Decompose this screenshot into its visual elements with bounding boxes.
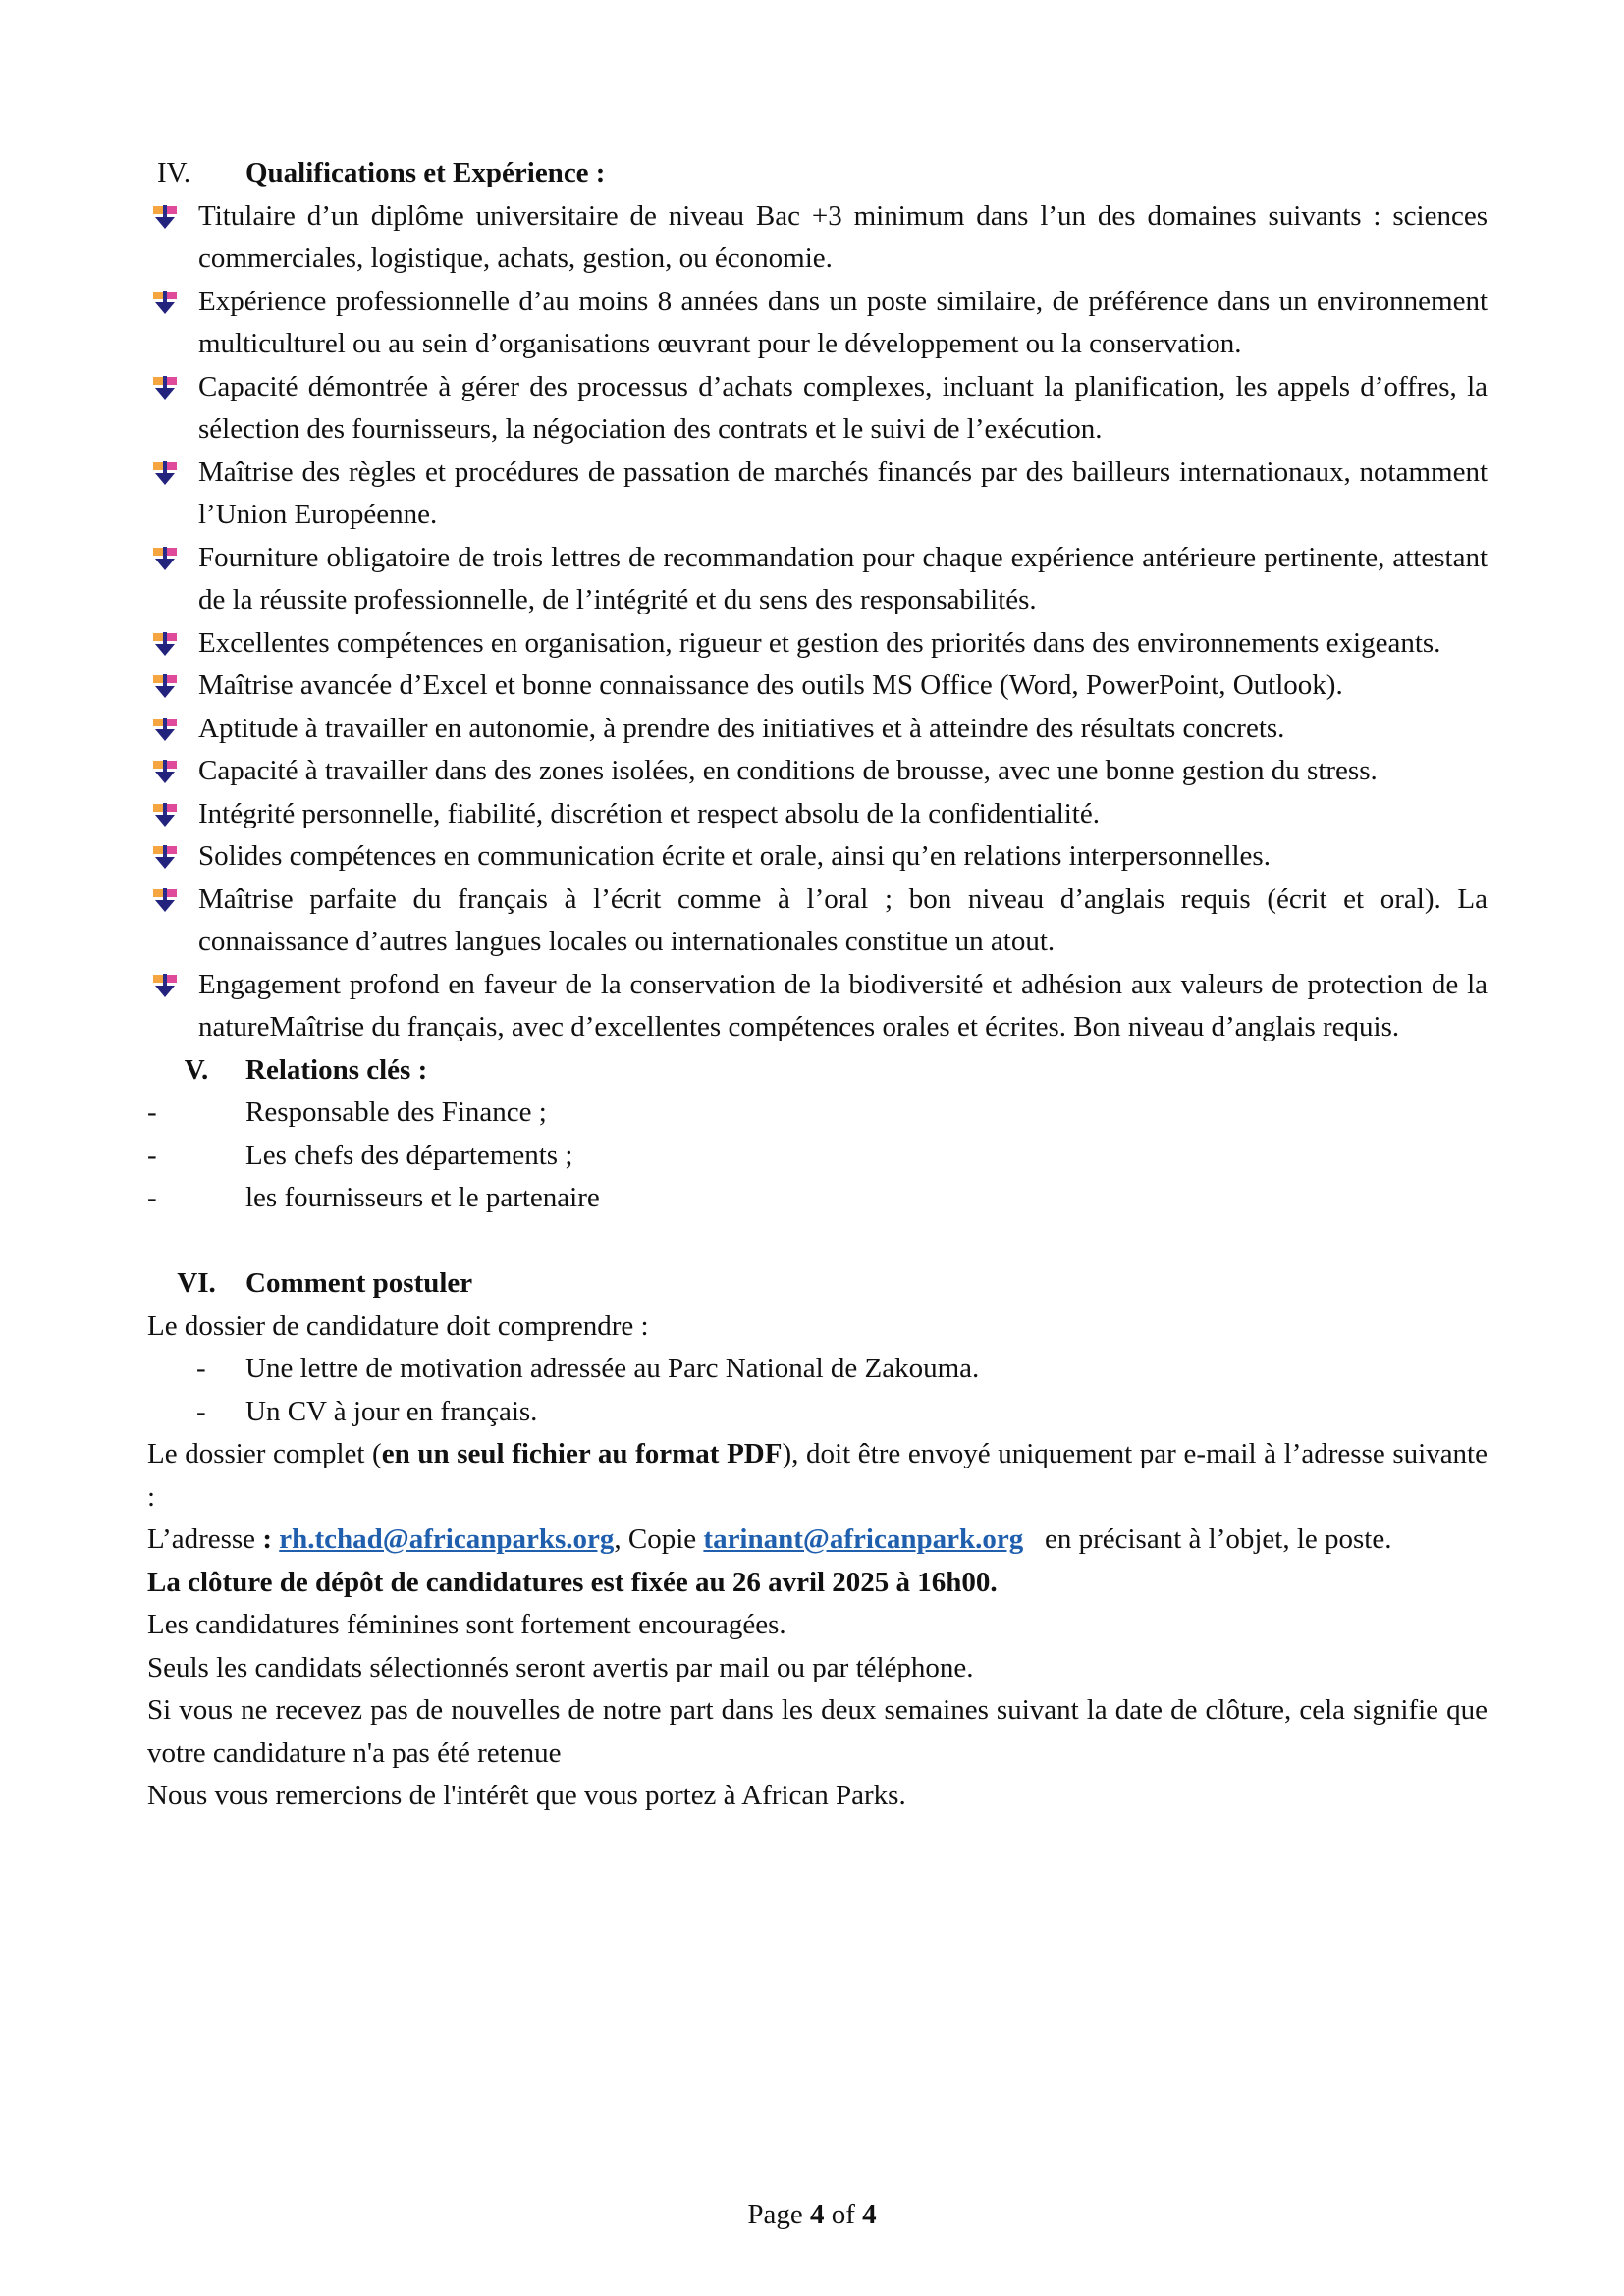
address-label: L’adresse xyxy=(147,1523,263,1555)
page-content xyxy=(147,152,1488,1818)
complete-bold: en un seul fichier au format PDF xyxy=(381,1438,783,1469)
qualification-item xyxy=(147,750,1488,793)
footer-total-pages: 4 xyxy=(862,2199,877,2230)
bullet xyxy=(147,793,198,836)
qualification-item xyxy=(147,665,1488,708)
arrow-down-icon xyxy=(152,375,178,400)
bullet xyxy=(147,195,198,281)
section-6-title: Comment postuler xyxy=(245,1267,473,1299)
bullet xyxy=(147,835,198,879)
qualification-text: Capacité à travailler dans des zones isolées, en conditions de brousse, avec une bonne gestion du stress. xyxy=(198,755,1378,786)
women-encouraged-text: Les candidatures féminines sont fortement encouragées. xyxy=(147,1609,786,1640)
arrow-down-icon xyxy=(152,631,178,657)
relation-item xyxy=(147,1092,1488,1135)
section-6-number: VI. xyxy=(177,1267,216,1299)
qualification-text: Excellentes compétences en organisation, rigueur et gestion des priorités dans des environnements exigeants. xyxy=(198,626,1441,659)
address-suffix: en précisant à l’objet, le poste. xyxy=(1023,1523,1392,1555)
qualification-text: Capacité démontrée à gérer des processus d’achats complexes, incluant la planification, les appels d’offres, la sélection des fournisseurs, la négociation des contrats et le suivi de l’exécution. xyxy=(198,370,1488,445)
application-item-text: Une lettre de motivation adressée au Parc National de Zakouma. xyxy=(245,1353,980,1384)
bullet xyxy=(147,622,198,666)
section-4-heading xyxy=(147,152,1488,195)
arrow-down-icon xyxy=(152,717,178,742)
qualification-item xyxy=(147,835,1488,879)
complete-file-paragraph xyxy=(147,1433,1488,1519)
address-colon: : xyxy=(262,1523,272,1555)
application-item xyxy=(147,1348,1488,1391)
qualification-item xyxy=(147,195,1488,281)
arrow-down-icon xyxy=(152,973,178,998)
qualification-item xyxy=(147,537,1488,622)
qualification-item xyxy=(147,879,1488,964)
section-5-number: V. xyxy=(184,1053,209,1086)
relation-item xyxy=(147,1135,1488,1178)
application-items-list xyxy=(147,1348,1488,1433)
arrow-down-icon xyxy=(152,887,178,913)
section-4-number: IV. xyxy=(157,157,191,188)
bullet xyxy=(147,366,198,452)
footer-current-page: 4 xyxy=(809,2199,825,2230)
email-link-copy[interactable]: tarinant@africanpark.org xyxy=(703,1523,1024,1555)
application-item xyxy=(147,1391,1488,1434)
footer-of-word: of xyxy=(824,2199,863,2230)
arrow-down-icon xyxy=(152,546,178,571)
qualification-item xyxy=(147,622,1488,666)
dash-marker: - xyxy=(147,1096,157,1128)
spacer xyxy=(147,1220,1488,1263)
email-link-rh[interactable]: rh.tchad@africanparks.org xyxy=(279,1523,615,1555)
arrow-down-icon xyxy=(152,460,178,486)
qualification-text: Fourniture obligatoire de trois lettres de recommandation pour chaque expérience antérieure pertinente, attestant de la réussite professionnelle, de l’intégrité et du sens des responsabilités. xyxy=(198,541,1488,615)
qualification-item xyxy=(147,452,1488,537)
dash-marker: - xyxy=(147,1182,157,1213)
page-footer xyxy=(0,2199,1624,2231)
qualification-text: Maîtrise parfaite du français à l’écrit comme à l’oral ; bon niveau d’anglais requis (écrit et oral). La connaissance d’autres langues locales ou internationales constitue un atout. xyxy=(198,882,1488,957)
application-item-text: Un CV à jour en français. xyxy=(245,1395,538,1427)
dash-marker: - xyxy=(196,1395,206,1427)
relation-item xyxy=(147,1177,1488,1220)
no-news-text: Si vous ne recevez pas de nouvelles de notre part dans les deux semaines suivant la date de clôture, cela signifie que votre candidature n'a pas été retenue xyxy=(147,1694,1488,1769)
section-4-title: Qualifications et Expérience : xyxy=(245,157,606,188)
thanks-text: Nous vous remercions de l'intérêt que vous portez à African Parks. xyxy=(147,1780,906,1811)
arrow-down-icon xyxy=(152,290,178,315)
qualification-item xyxy=(147,793,1488,836)
qualification-text: Maîtrise des règles et procédures de passation de marchés financés par des bailleurs internationaux, notamment l’Union Européenne. xyxy=(198,455,1488,530)
address-paragraph xyxy=(147,1519,1488,1562)
qualification-item xyxy=(147,708,1488,751)
section-6-heading xyxy=(147,1262,1488,1306)
arrow-down-icon xyxy=(152,844,178,870)
qualification-text: Maîtrise avancée d’Excel et bonne connaissance des outils MS Office (Word, PowerPoint, Outlook). xyxy=(198,669,1343,701)
bullet xyxy=(147,879,198,964)
qualification-text: Expérience professionnelle d’au moins 8 années dans un poste similaire, de préférence dans un environnement multiculturel ou au sein d’organisations œuvrant pour le développement ou la conservation. xyxy=(198,285,1488,359)
qualification-item xyxy=(147,281,1488,366)
relation-text: les fournisseurs et le partenaire xyxy=(245,1182,600,1213)
bullet xyxy=(147,452,198,537)
dash-marker: - xyxy=(147,1139,157,1171)
relation-text: Les chefs des départements ; xyxy=(245,1139,573,1171)
relations-list xyxy=(147,1092,1488,1220)
bullet xyxy=(147,750,198,793)
bullet xyxy=(147,964,198,1049)
qualifications-list xyxy=(147,195,1488,1049)
notification-text: Seuls les candidats sélectionnés seront avertis par mail ou par téléphone. xyxy=(147,1651,974,1683)
qualification-item xyxy=(147,964,1488,1049)
qualification-text: Titulaire d’un diplôme universitaire de niveau Bac +3 minimum dans l’un des domaines suivants : sciences commerciales, logistique, achats, gestion, ou économie. xyxy=(198,199,1488,274)
section-5-heading xyxy=(147,1049,1488,1093)
arrow-down-icon xyxy=(152,204,178,230)
arrow-down-icon xyxy=(152,802,178,828)
qualification-item xyxy=(147,366,1488,452)
bullet xyxy=(147,537,198,622)
bullet xyxy=(147,281,198,366)
complete-suffix: ), doit être envoyé uniquement par e-mail à l’adresse suivante : xyxy=(147,1438,1488,1513)
qualification-text: Engagement profond en faveur de la conservation de la biodiversité et adhésion aux valeurs de protection de la natureMaîtrise du français, avec d’excellentes compétences orales et écrites. Bon niveau d’anglais requis. xyxy=(198,968,1488,1042)
footer-page-word: Page xyxy=(747,2199,810,2230)
qualification-text: Aptitude à travailler en autonomie, à prendre des initiatives et à atteindre des résultats concrets. xyxy=(198,712,1285,744)
section-5-title: Relations clés : xyxy=(245,1053,428,1086)
complete-prefix: Le dossier complet ( xyxy=(147,1438,382,1469)
qualification-text: Solides compétences en communication écrite et orale, ainsi qu’en relations interpersonnelles. xyxy=(198,840,1271,872)
qualification-text: Intégrité personnelle, fiabilité, discrétion et respect absolu de la confidentialité. xyxy=(198,797,1100,829)
relation-text: Responsable des Finance ; xyxy=(245,1096,547,1128)
bullet xyxy=(147,708,198,751)
dash-marker: - xyxy=(196,1353,206,1384)
bullet xyxy=(147,665,198,708)
arrow-down-icon xyxy=(152,673,178,699)
copy-label: , Copie xyxy=(614,1523,704,1555)
deadline-text: La clôture de dépôt de candidatures est fixée au 26 avril 2025 à 16h00. xyxy=(147,1566,998,1598)
application-intro: Le dossier de candidature doit comprendre : xyxy=(147,1309,649,1342)
arrow-down-icon xyxy=(152,759,178,784)
